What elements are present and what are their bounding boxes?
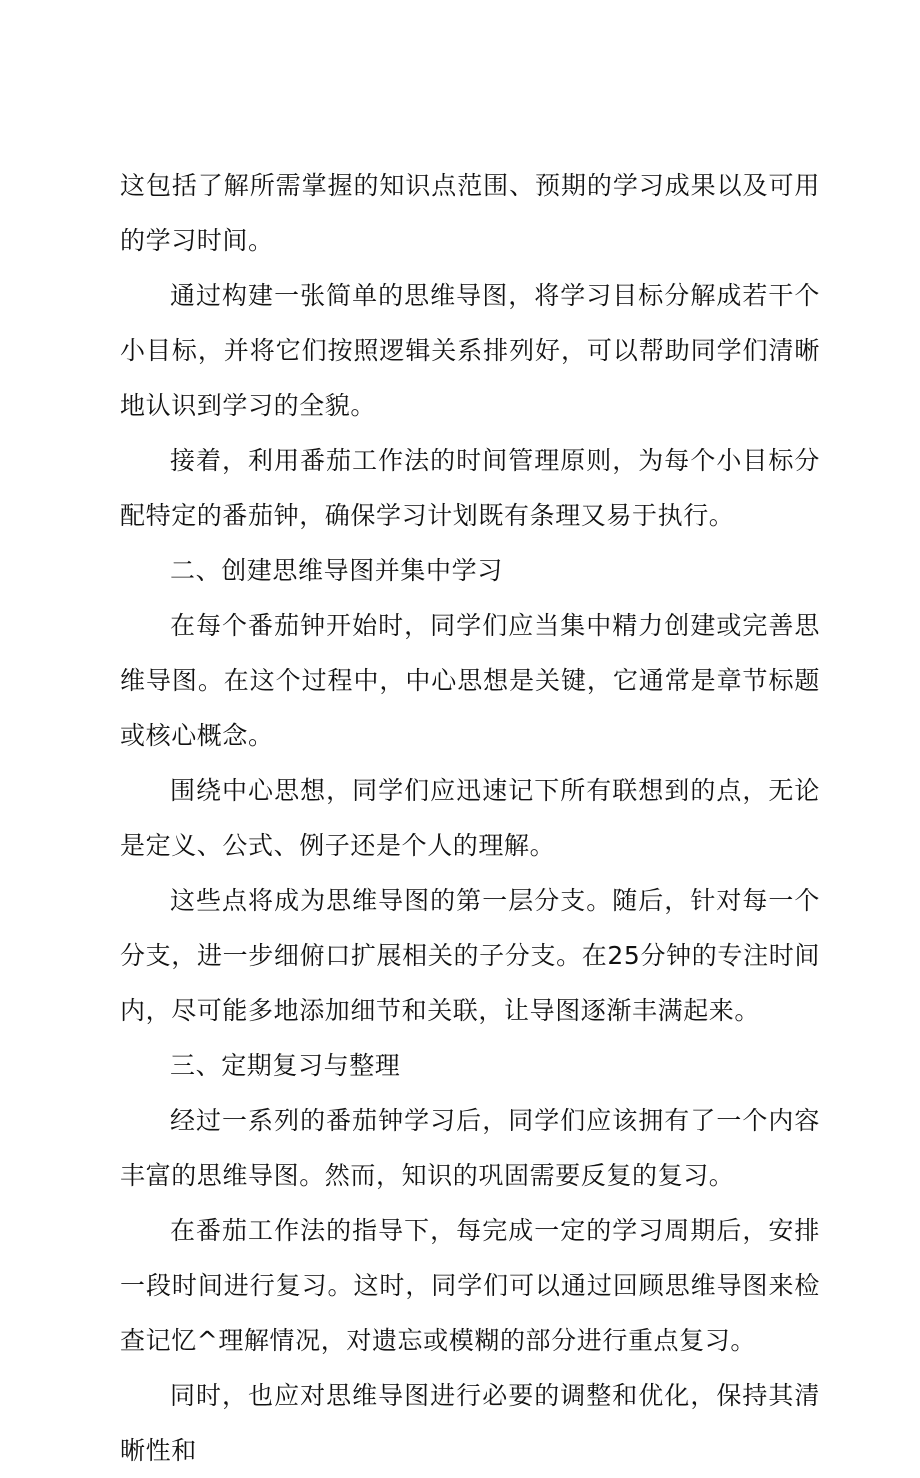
paragraph-central-idea: 围绕中心思想，同学们应迅速记下所有联想到的点，无论是定义、公式、例子还是个人的理解。 (120, 776, 820, 860)
paragraph-optimize: 同时，也应对思维导图进行必要的调整和优化，保持其清晰性和 (120, 1381, 820, 1465)
paragraph-continuation: 这包括了解所需掌握的知识点范围、预期的学习成果以及可用的学习时间。 (120, 171, 820, 255)
section-heading-3: 三、定期复习与整理 (170, 1051, 401, 1080)
document-body (120, 158, 820, 1478)
paragraph-branches: 这些点将成为思维导图的第一层分支。随后，针对每一个分支，进一步细俯口扩展相关的子分支。在25分钟的专注时间内，尽可能多地添加细节和关联，让导图逐渐丰满起来。 (120, 886, 820, 1025)
paragraph-mind-map-goals: 通过构建一张简单的思维导图，将学习目标分解成若干个小目标，并将它们按照逻辑关系排列好，可以帮助同学们清晰地认识到学习的全貌。 (120, 281, 820, 420)
paragraph-review-intro: 经过一系列的番茄钟学习后，同学们应该拥有了一个内容丰富的思维导图。然而，知识的巩固需要反复的复习。 (120, 1106, 820, 1190)
paragraph-review-schedule: 在番茄工作法的指导下，每完成一定的学习周期后，安排一段时间进行复习。这时，同学们可以通过回顾思维导图来检查记忆^理解情况，对遗忘或模糊的部分进行重点复习。 (120, 1216, 820, 1355)
paragraph-pomodoro-allocation: 接着，利用番茄工作法的时间管理原则，为每个小目标分配特定的番茄钟，确保学习计划既有条理又易于执行。 (120, 446, 820, 530)
paragraph-create-mind-map: 在每个番茄钟开始时，同学们应当集中精力创建或完善思维导图。在这个过程中，中心思想是关键，它通常是章节标题或核心概念。 (120, 611, 820, 750)
section-heading-2: 二、创建思维导图并集中学习 (170, 556, 503, 585)
